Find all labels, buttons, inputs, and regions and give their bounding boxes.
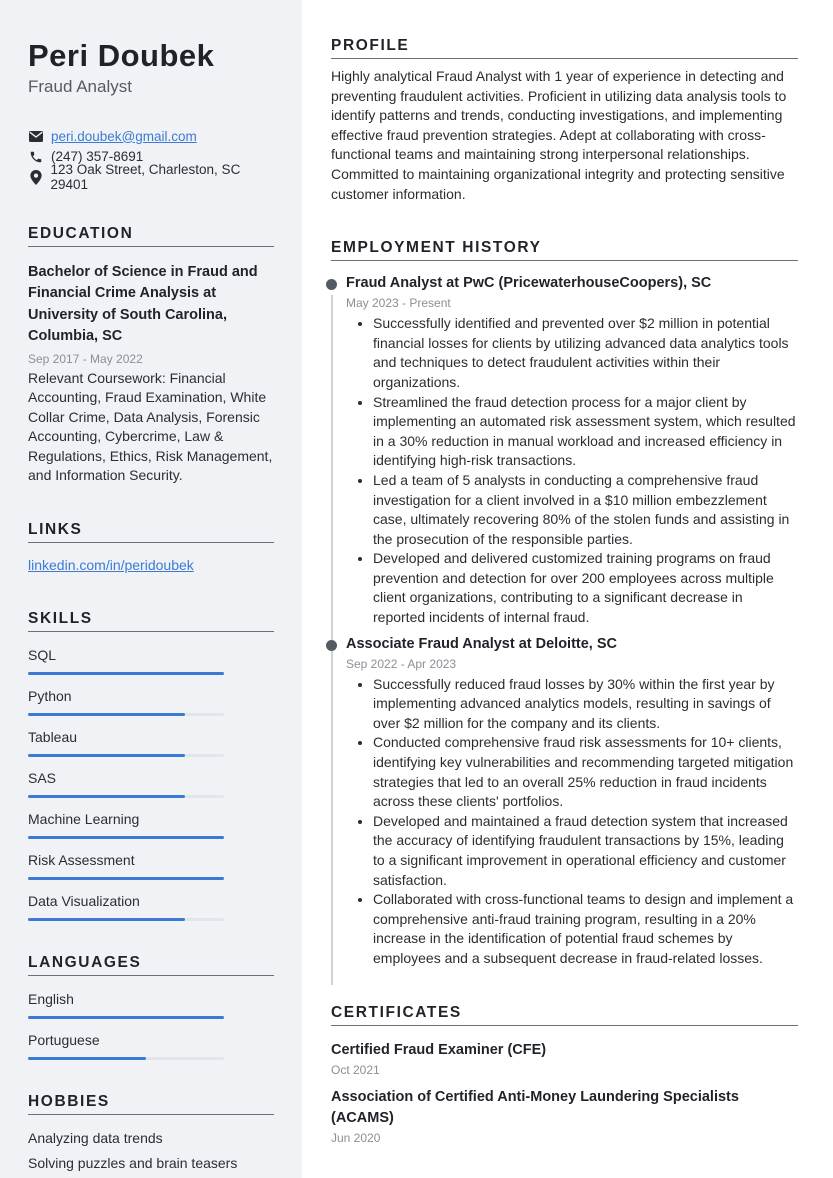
skill-level-fill bbox=[28, 877, 224, 880]
employment-timeline bbox=[331, 273, 798, 968]
job-title: Fraud Analyst at PwC (PricewaterhouseCoopers), SC bbox=[346, 275, 712, 292]
language-level-fill bbox=[28, 1057, 146, 1060]
job-dates: Sep 2022 - Apr 2023 bbox=[346, 656, 457, 671]
job-bullet: • Led a team of 5 analysts in conducting a comprehensive fraud investigation for a client involved in a $10 million embezzlement case, ultimately recovering 80% of the stolen funds and assisting in the prosecution of the responsible parties. bbox=[373, 471, 798, 549]
job-bullet: • Conducted comprehensive fraud risk assessments for 10+ clients, identifying key vulnerabilities and recommending targeted mitigation strategies that led to an overall 25% reduction in fraud incidents across these clients' portfolios. bbox=[373, 733, 798, 811]
linkedin-link[interactable]: linkedin.com/in/peridoubek bbox=[28, 557, 194, 574]
skill-name: Python bbox=[28, 688, 72, 705]
timeline-dot bbox=[326, 640, 337, 651]
languages-section bbox=[28, 953, 274, 1060]
job-entry bbox=[331, 634, 798, 969]
hobbies-list bbox=[28, 1126, 274, 1176]
languages-list bbox=[28, 990, 274, 1060]
profile-section bbox=[331, 36, 798, 204]
certificate-date: Jun 2020 bbox=[331, 1130, 381, 1145]
skill-level-fill bbox=[28, 672, 224, 675]
education-section bbox=[28, 224, 274, 487]
employment-heading: EMPLOYMENT HISTORY bbox=[331, 238, 798, 261]
skill-name: SQL bbox=[28, 647, 57, 664]
skill-level-bar bbox=[28, 672, 224, 675]
phone-icon bbox=[28, 150, 44, 164]
skill-level-fill bbox=[28, 836, 224, 839]
skill-level-bar bbox=[28, 918, 224, 921]
main-content bbox=[331, 36, 798, 1147]
sidebar-content bbox=[28, 36, 274, 1176]
timeline-dot bbox=[326, 279, 337, 290]
sidebar bbox=[0, 0, 302, 1178]
skill-level-bar bbox=[28, 836, 224, 839]
phone-number: (247) 357-8691 bbox=[51, 149, 144, 165]
skills-heading: SKILLS bbox=[28, 609, 274, 632]
skills-list bbox=[28, 646, 274, 921]
education-degree: Bachelor of Science in Fraud and Financial Crime Analysis at University of South Carolina, Columbia, SC bbox=[28, 263, 258, 344]
skill-level-fill bbox=[28, 918, 185, 921]
job-entry bbox=[331, 273, 798, 628]
job-bullet: • Collaborated with cross-functional teams to design and implement a comprehensive anti-fraud training program, resulting in a 20% increase in the identification of potential fraud schemes by employees and a subsequent decrease in fraud-related losses. bbox=[373, 890, 798, 968]
job-bullet: • Successfully reduced fraud losses by 30% within the first year by implementing advanced analytics models, resulting in savings of over $2 million for the company and its clients. bbox=[373, 675, 798, 734]
job-bullets bbox=[346, 314, 798, 628]
hobbies-section bbox=[28, 1092, 274, 1176]
skill-level-bar bbox=[28, 877, 224, 880]
candidate-name: Peri Doubek bbox=[28, 38, 215, 73]
hobbies-heading: HOBBIES bbox=[28, 1092, 274, 1115]
skill-name: Data Visualization bbox=[28, 893, 140, 910]
language-level-bar bbox=[28, 1057, 224, 1060]
skill-level-bar bbox=[28, 754, 224, 757]
email-link[interactable]: peri.doubek@gmail.com bbox=[51, 128, 197, 144]
contact-address bbox=[28, 162, 274, 193]
skill-level-fill bbox=[28, 713, 185, 716]
profile-heading: PROFILE bbox=[331, 36, 798, 59]
job-bullets bbox=[346, 675, 798, 969]
language-name: Portuguese bbox=[28, 1032, 100, 1049]
job-dates: May 2023 - Present bbox=[346, 296, 451, 311]
language-name: English bbox=[28, 991, 74, 1008]
skill-name: SAS bbox=[28, 770, 57, 787]
skills-section bbox=[28, 609, 274, 921]
certificates-heading: CERTIFICATES bbox=[331, 1003, 798, 1026]
education-dates: Sep 2017 - May 2022 bbox=[28, 351, 143, 366]
language-level-fill bbox=[28, 1016, 224, 1019]
skill-level-bar bbox=[28, 795, 224, 798]
hobby-item: Solving puzzles and brain teasers bbox=[28, 1155, 238, 1172]
language-level-bar bbox=[28, 1016, 224, 1019]
certificate-entry bbox=[331, 1040, 798, 1079]
contact-email bbox=[28, 126, 274, 147]
skill-name: Tableau bbox=[28, 729, 78, 746]
skill-name: Machine Learning bbox=[28, 811, 140, 828]
links-section bbox=[28, 520, 274, 575]
job-bullet: • Developed and delivered customized training programs on fraud prevention and detection for over 200 employees across multiple client organizations, contributing to a significant decrease in reported incidents of internal fraud. bbox=[373, 549, 798, 627]
certificate-title: Certified Fraud Examiner (CFE) bbox=[331, 1041, 547, 1058]
languages-heading: LANGUAGES bbox=[28, 953, 274, 976]
envelope-icon bbox=[28, 129, 44, 143]
address-text: 123 Oak Street, Charleston, SC 29401 bbox=[50, 162, 241, 193]
employment-section bbox=[331, 238, 798, 968]
job-bullet: • Successfully identified and prevented over $2 million in potential financial losses for clients by utilizing advanced data analytics tools and techniques to detect fraudulent activities within their organizations. bbox=[373, 314, 798, 392]
candidate-title: Fraud Analyst bbox=[28, 77, 132, 96]
skill-name: Risk Assessment bbox=[28, 852, 135, 869]
certificate-entry bbox=[331, 1087, 798, 1147]
education-description: Relevant Coursework: Financial Accounting, Fraud Examination, White Collar Crime, Data Analysis, Forensic Accounting, Cybercrime, Law & Regulations, Ethics, Risk Management, and Information Security. bbox=[28, 369, 273, 484]
skill-level-bar bbox=[28, 713, 224, 716]
job-bullet: • Streamlined the fraud detection process for a major client by implementing an automated risk assessment system, which resulted in a 30% reduction in manual workload and increased efficiency in identifying high-risk transactions. bbox=[373, 393, 798, 471]
hobby-item: Analyzing data trends bbox=[28, 1130, 163, 1147]
job-title: Associate Fraud Analyst at Deloitte, SC bbox=[346, 635, 618, 652]
map-pin-icon bbox=[28, 170, 43, 184]
certificates-section bbox=[331, 1003, 798, 1147]
job-bullet: • Developed and maintained a fraud detection system that increased the accuracy of identifying fraudulent transactions by 15%, leading to a significant improvement in operational efficiency and customer satisfaction. bbox=[373, 812, 798, 890]
certificate-date: Oct 2021 bbox=[331, 1062, 380, 1077]
certificate-title: Association of Certified Anti-Money Laundering Specialists (ACAMS) bbox=[331, 1088, 739, 1126]
links-heading: LINKS bbox=[28, 520, 274, 543]
education-heading: EDUCATION bbox=[28, 224, 274, 247]
skill-level-fill bbox=[28, 754, 185, 757]
skill-level-fill bbox=[28, 795, 185, 798]
contact-list bbox=[28, 126, 274, 193]
profile-text: Highly analytical Fraud Analyst with 1 year of experience in detecting and preventing fraudulent activities. Proficient in utilizing data analysis tools to identify patterns and trends, conducting investigations, and implementing effective fraud prevention strategies. Adept at collaborating with cross-functional teams and maintaining strong interpersonal relationships. Committed to maintaining organizational integrity and protecting sensitive customer information. bbox=[331, 68, 787, 202]
